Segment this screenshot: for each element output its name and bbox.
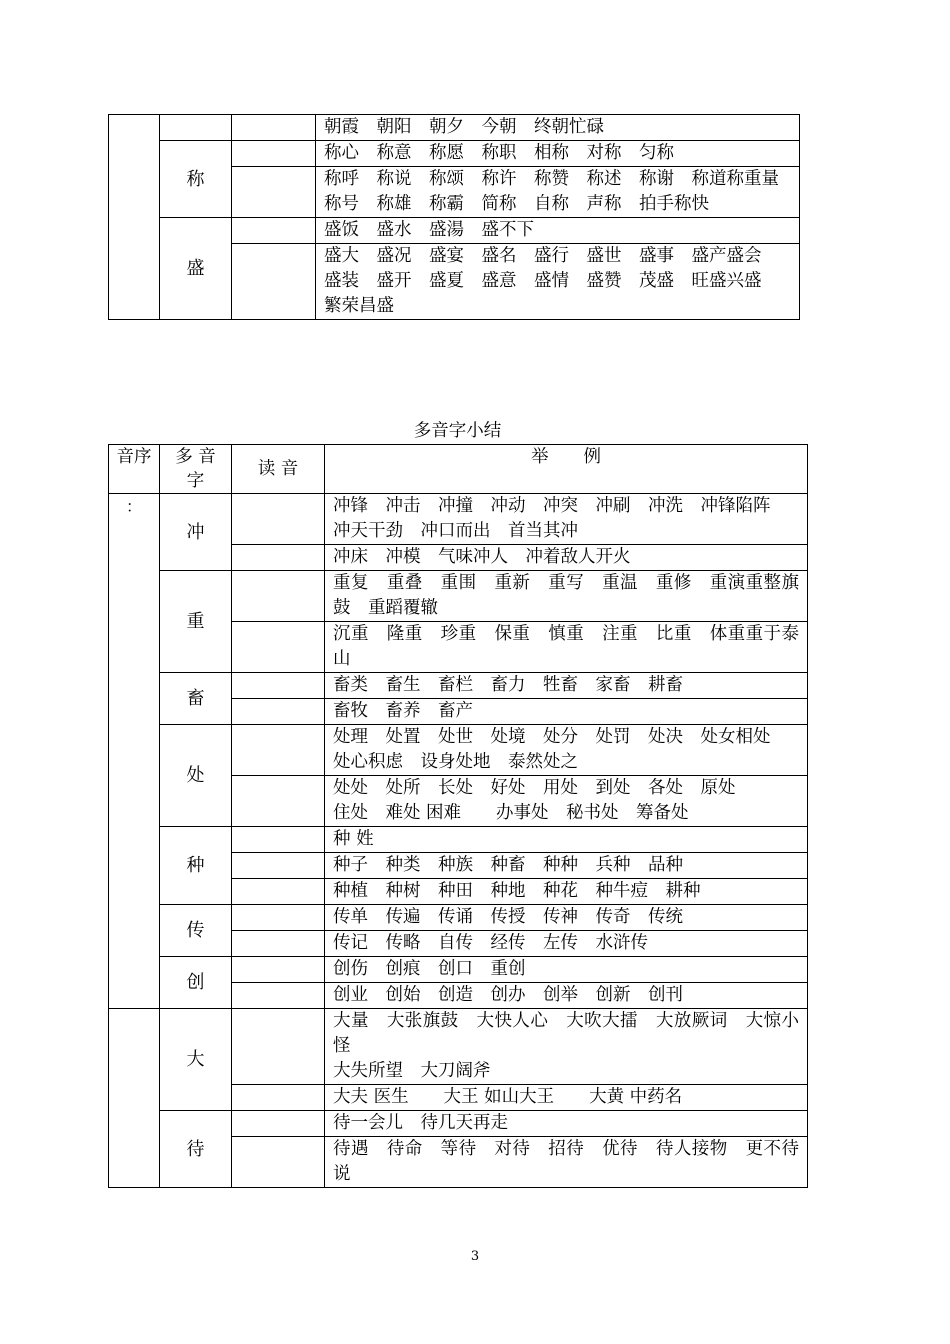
page-number: 3 xyxy=(470,1249,480,1264)
example-cell: 称呼 称说 称颂 称许 称赞 称述 称谢 称道称重量 称号 称雄 称霸 简称 自称 声称 拍手称快 xyxy=(316,167,800,218)
reading-cell xyxy=(232,725,325,776)
example-cell: 朝霞 朝阳 朝夕 今朝 终朝忙碌 xyxy=(316,115,800,141)
polyphone-char: 传 xyxy=(160,905,232,957)
table-row xyxy=(109,905,808,931)
example-cell: 称心 称意 称愿 称职 相称 对称 匀称 xyxy=(316,141,800,167)
example-line: 畜牧 畜养 畜产 xyxy=(333,701,473,721)
reading-cell xyxy=(232,879,325,905)
polyphone-char: 待 xyxy=(160,1111,232,1188)
example-cell xyxy=(325,725,808,776)
reading-cell xyxy=(232,983,325,1009)
polyphone-char: 种 xyxy=(160,827,232,905)
example-line: 传单 传遍 传诵 传授 传神 传奇 传统 xyxy=(333,907,683,927)
example-cell xyxy=(325,571,808,622)
example-line: 重复 重叠 重围 重新 重写 重温 重修 重演重整旗鼓 重蹈覆辙 xyxy=(333,573,799,618)
header-yinxu: 音序 xyxy=(109,445,160,494)
example-cell xyxy=(325,931,808,957)
header-duoyinzi: 多 音 字 xyxy=(160,445,232,494)
table-row xyxy=(109,673,808,699)
polyphone-char: 重 xyxy=(160,571,232,673)
example-line: 传记 传略 自传 经传 左传 水浒传 xyxy=(333,933,648,953)
reading-cell xyxy=(232,571,325,622)
example-cell xyxy=(325,1085,808,1111)
yinxu-cell xyxy=(109,115,160,320)
table-row xyxy=(109,494,808,545)
polyphone-char: 称 xyxy=(160,141,232,218)
example-line: 待一会儿 待几天再走 xyxy=(333,1113,508,1133)
example-cell xyxy=(325,983,808,1009)
top-table xyxy=(108,114,800,320)
reading-cell xyxy=(232,494,325,545)
example-line: 创伤 创痕 创口 重创 xyxy=(333,959,526,979)
reading-cell xyxy=(232,699,325,725)
reading-cell xyxy=(232,957,325,983)
example-cell xyxy=(325,905,808,931)
table-row xyxy=(109,1009,808,1085)
example-line: 大失所望 大刀阔斧 xyxy=(333,1061,491,1081)
table-row xyxy=(109,1111,808,1137)
reading-cell xyxy=(232,776,325,827)
example-line: 处心积虑 设身处地 泰然处之 xyxy=(333,752,578,772)
example-cell xyxy=(325,1111,808,1137)
yinxu-cell xyxy=(109,1009,160,1188)
header-row xyxy=(109,445,808,494)
example-line: 沉重 隆重 珍重 保重 慎重 注重 比重 体重重于泰山 xyxy=(333,624,799,669)
example-cell xyxy=(325,622,808,673)
table-row xyxy=(109,725,808,776)
polyphone-char: 大 xyxy=(160,1009,232,1111)
reading-cell xyxy=(232,545,325,571)
reading-cell xyxy=(232,622,325,673)
polyphone-char: 畜 xyxy=(160,673,232,725)
example-cell xyxy=(325,853,808,879)
example-cell xyxy=(325,699,808,725)
example-cell: 盛大 盛况 盛宴 盛名 盛行 盛世 盛事 盛产盛会 盛装 盛开 盛夏 盛意 盛情 盛赞 茂盛 旺盛兴盛 繁荣昌盛 xyxy=(316,244,800,320)
table-row xyxy=(109,827,808,853)
example-line: 大量 大张旗鼓 大快人心 大吹大擂 大放厥词 大惊小怪 xyxy=(333,1011,799,1056)
reading-cell xyxy=(232,1085,325,1111)
reading-cell xyxy=(232,1137,325,1188)
table-row xyxy=(109,571,808,622)
example-line: 处处 处所 长处 好处 用处 到处 各处 原处 xyxy=(333,778,736,798)
table-row xyxy=(109,957,808,983)
reading-cell xyxy=(232,931,325,957)
polyphone-char: 处 xyxy=(160,725,232,827)
example-cell xyxy=(325,957,808,983)
example-cell xyxy=(325,545,808,571)
example-line: 畜类 畜生 畜栏 畜力 牲畜 家畜 耕畜 xyxy=(333,675,683,695)
example-line: 冲天干劲 冲口而出 首当其冲 xyxy=(333,521,578,541)
example-line: 待遇 待命 等待 对待 招待 优待 待人接物 更不待说 xyxy=(333,1139,799,1184)
header-duyin: 读 音 xyxy=(232,445,325,494)
example-cell: 盛饭 盛水 盛湯 盛不下 xyxy=(316,218,800,244)
example-cell xyxy=(325,1137,808,1188)
example-line: 大夫 医生 大王 如山大王 大黄 中药名 xyxy=(333,1087,683,1107)
reading-cell xyxy=(232,1009,325,1085)
example-line: 种植 种树 种田 种地 种花 种牛痘 耕种 xyxy=(333,881,701,901)
summary-title: 多音字小结 xyxy=(413,421,502,441)
example-line: 冲床 冲模 气味冲人 冲着敌人开火 xyxy=(333,547,631,567)
yinxu-cell: ： xyxy=(109,494,160,1009)
example-cell xyxy=(325,827,808,853)
polyphone-char: 盛 xyxy=(160,218,232,320)
reading-cell xyxy=(232,853,325,879)
example-cell xyxy=(325,776,808,827)
polyphone-char: 创 xyxy=(160,957,232,1009)
reading-cell xyxy=(232,673,325,699)
example-line: 种 姓 xyxy=(333,829,374,849)
example-cell xyxy=(325,673,808,699)
polyphone-char: 冲 xyxy=(160,494,232,571)
example-cell xyxy=(325,494,808,545)
example-line: 住处 难处 困难 办事处 秘书处 筹备处 xyxy=(333,803,689,823)
example-cell xyxy=(325,879,808,905)
header-juli: 举 例 xyxy=(325,445,808,494)
example-line: 处理 处置 处世 处境 处分 处罚 处决 处女相处 xyxy=(333,727,771,747)
summary-table xyxy=(108,444,808,1188)
reading-cell xyxy=(232,1111,325,1137)
example-cell xyxy=(325,1009,808,1085)
example-line: 创业 创始 创造 创办 创举 创新 创刊 xyxy=(333,985,683,1005)
example-line: 种子 种类 种族 种畜 种种 兵种 品种 xyxy=(333,855,683,875)
example-line: 冲锋 冲击 冲撞 冲动 冲突 冲刷 冲洗 冲锋陷阵 xyxy=(333,496,771,516)
reading-cell xyxy=(232,827,325,853)
reading-cell xyxy=(232,905,325,931)
